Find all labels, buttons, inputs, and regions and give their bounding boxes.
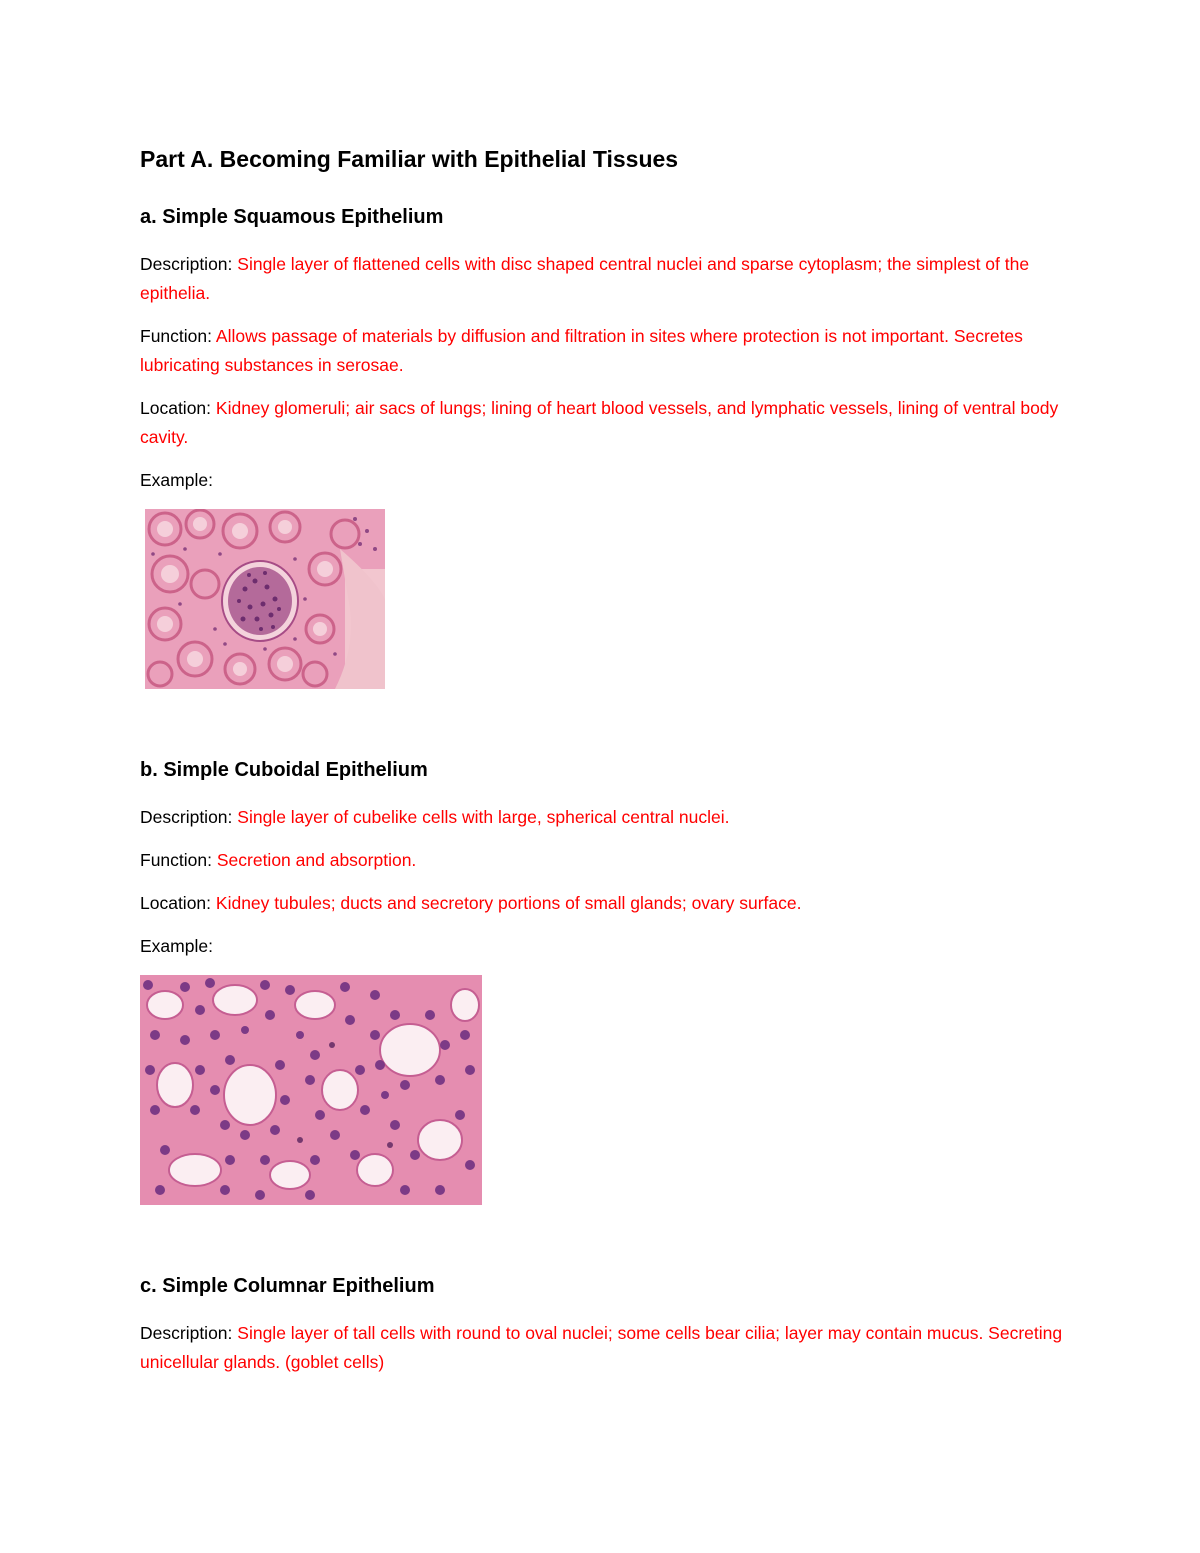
page-title: Part A. Becoming Familiar with Epithelial Tissues: [140, 146, 679, 172]
squamous-micrograph-image: [145, 509, 1070, 689]
function-paragraph: [140, 846, 1070, 875]
cuboidal-micrograph-image: [140, 975, 1070, 1205]
section-simple-squamous: [140, 202, 1070, 689]
spacer: [140, 689, 1070, 755]
description-paragraph: [140, 803, 1070, 832]
example-label: Example:: [140, 470, 213, 490]
function-label: Function:: [140, 850, 212, 870]
function-label: Function:: [140, 326, 212, 346]
example-paragraph: [140, 932, 1070, 961]
section-simple-columnar: [140, 1271, 1070, 1377]
example-label: Example:: [140, 936, 213, 956]
function-text: Secretion and absorption.: [216, 850, 417, 870]
description-text: Single layer of tall cells with round to oval nuclei; some cells bear cilia; layer may contain mucus. Secreting unicellular glands. (goblet cells): [140, 1323, 1063, 1372]
description-text: Single layer of cubelike cells with large, spherical central nuclei.: [237, 807, 730, 827]
location-label: Location:: [140, 893, 212, 913]
description-paragraph: [140, 1319, 1070, 1377]
section-heading: c. Simple Columnar Epithelium: [140, 1275, 435, 1297]
description-label: Description:: [140, 807, 233, 827]
location-paragraph: [140, 394, 1070, 452]
document-content: [140, 140, 1070, 1391]
location-text: Kidney glomeruli; air sacs of lungs; lining of heart blood vessels, and lymphatic vessels, lining of ventral body cavity.: [140, 398, 1059, 447]
function-paragraph: [140, 322, 1070, 380]
description-text: Single layer of flattened cells with disc shaped central nuclei and sparse cytoplasm; the simplest of the epithelia.: [140, 254, 1030, 303]
example-paragraph: [140, 466, 1070, 495]
description-label: Description:: [140, 254, 233, 274]
section-heading: a. Simple Squamous Epithelium: [140, 206, 444, 228]
spacer: [140, 1205, 1070, 1271]
function-text: Allows passage of materials by diffusion and filtration in sites where protection is not important. Secretes lubricating substances in serosae.: [140, 326, 1023, 375]
description-label: Description:: [140, 1323, 233, 1343]
section-simple-cuboidal: [140, 755, 1070, 1205]
description-paragraph: [140, 250, 1070, 308]
location-text: Kidney tubules; ducts and secretory portions of small glands; ovary surface.: [215, 893, 802, 913]
location-label: Location:: [140, 398, 212, 418]
section-heading: b. Simple Cuboidal Epithelium: [140, 759, 428, 781]
location-paragraph: [140, 889, 1070, 918]
